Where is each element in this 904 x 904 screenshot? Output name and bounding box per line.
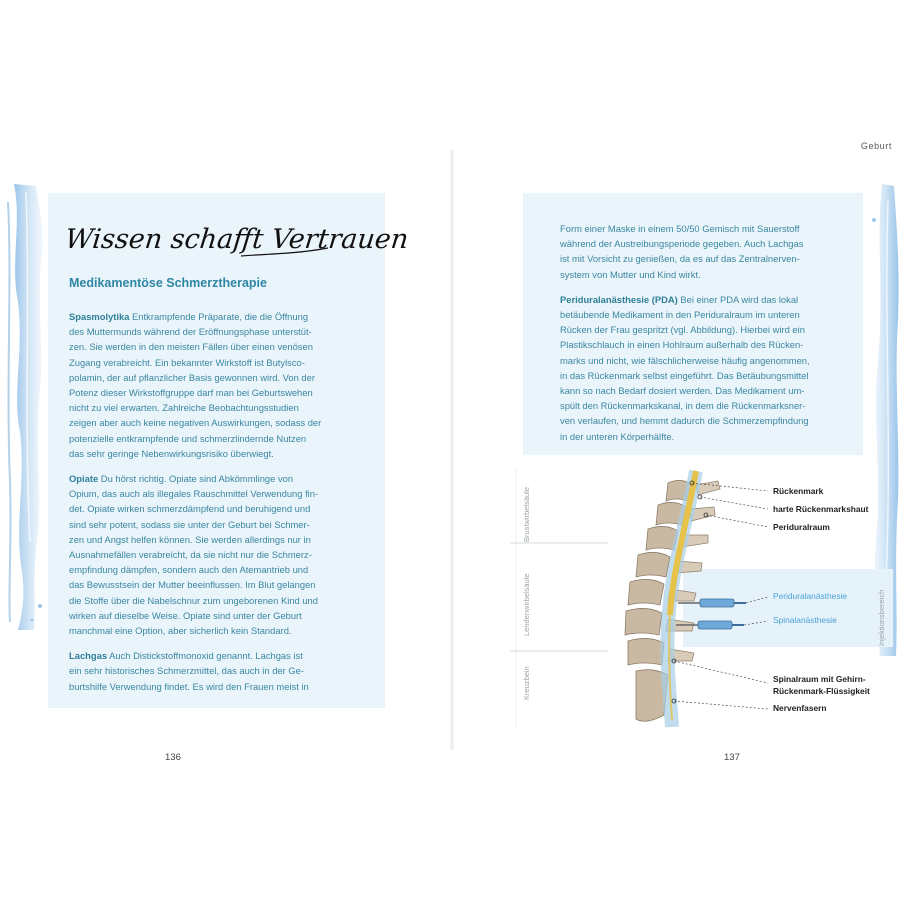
watercolor-edge-left (4, 182, 48, 632)
text-line: polamin, der auf pflanzlicher Basis gewonnen wird. Von der (69, 371, 315, 383)
handwritten-title-drawing (63, 214, 410, 262)
text-line: ist mit Vorsicht zu genießen, da es auf das Zentralnerven- (560, 253, 800, 265)
region-label-thoracic: Brustwirbelsäule (522, 486, 531, 542)
left-paragraph (69, 648, 365, 694)
paragraph-term: Opiate (69, 473, 99, 485)
text-line: Rücken der Frau gespritzt (vgl. Abbildung). Hierbei wird ein (560, 324, 805, 336)
page-number-right: 137 (724, 752, 740, 763)
label-dura-mater: harte Rückenmarkshaut (773, 504, 869, 514)
text-line: Spasmolytika Entkrampfende Präparate, die die Öffnung (69, 311, 309, 322)
label-epidural-anesthesia: Periduralanästhesie (773, 591, 848, 601)
text-line: in der unteren Körperhälfte. (560, 430, 675, 442)
text-line: Form einer Maske in einem 50/50 Gemisch mit Sauerstoff (560, 223, 800, 234)
section-heading: Medikamentöse Schmerztherapie (69, 276, 267, 290)
text-line: während der Austreibungsperiode gegeben. Auch Lachgas (560, 238, 804, 250)
text-line: Zugang verabreicht. Ein bekannter Wirkstoff ist Butylsco- (69, 356, 305, 368)
paragraph-term: Periduralanästhesie (PDA) (560, 293, 678, 305)
region-label-injection-zone: Injektionsbereich (877, 589, 886, 646)
label-subarachnoid-space-1: Spinalraum mit Gehirn- (773, 674, 866, 684)
text-line: ven verlaufen, und hemmt dadurch die Schmerzempfindung (560, 415, 809, 427)
text-line: Lachgas Auch Distickstoffmonoxid genannt. Lachgas ist (69, 650, 303, 662)
text-line: das sehr geringe Nebenwirkungsrisiko überwiegt. (69, 447, 274, 459)
text-line: marks und nicht, wie fälschlicherweise häufig angenommen, (560, 354, 810, 366)
paragraph-term: Lachgas (69, 650, 108, 662)
book-gutter (450, 150, 454, 750)
text-line: die Stoffe über die Nabelschnur zum ungeborenen Kind und (69, 594, 318, 606)
right-paragraph (560, 221, 846, 282)
text-line: kann so nach Bedarf dosiert werden. Das Medikament um- (560, 385, 805, 397)
label-nerve-fibers: Nervenfasern (773, 703, 827, 713)
text-line: zeigen aber auch keine negativen Auswirkungen, sodass der (69, 417, 322, 429)
right-column-text (560, 221, 846, 454)
left-column-text (69, 309, 365, 704)
region-label-lumbar: Lendenwirbelsäule (522, 573, 531, 636)
text-line: Ausnahmefällen verabreicht, da sie nicht nur die Schmerz- (69, 549, 312, 561)
text-line: Periduralanästhesie (PDA) Bei einer PDA wird das lokal (560, 293, 799, 305)
text-line: sind sehr potent, sodass sie unter der Geburt bei Schmer- (69, 518, 310, 530)
label-subarachnoid-space-2: Rückenmark-Flüssigkeit (773, 686, 870, 696)
text-line: zen und Angst helfen können. Sie werden allerdings nur in (69, 533, 311, 545)
left-paragraph (69, 471, 365, 638)
text-line: Opium, das auch als illegales Rauschmittel Verwendung fin- (69, 488, 319, 500)
text-line: das Bewusstsein der Mutter beeinflussen. Im Blut gelangen (69, 579, 316, 591)
text-line: des Muttermunds während der Eröffnungsphase unterstüt- (69, 326, 312, 338)
text-line: spült den Rückenmarkskanal, in dem die Rückenmarksner- (560, 400, 806, 412)
text-line: Potenz dieser Wirkstoffgruppe darf man bei Geburtswehen (69, 387, 313, 399)
text-line: betäubende Medikament in den Periduralraum im unteren (560, 309, 800, 321)
running-head: Geburt (860, 141, 892, 151)
handwritten-title (63, 214, 410, 262)
text-line: det. Opiate wirken schmerzdämpfend und beruhigend und (69, 503, 311, 515)
region-label-sacrum: Kreuzbein (522, 666, 531, 700)
text-line: nicht zu viel erwarten. Zahlreiche Beobachtungsstudien (69, 402, 299, 414)
text-line: system von Mutter und Kind wirkt. (560, 268, 701, 280)
right-paragraph (560, 292, 846, 444)
text-line: Plastikschlauch in einen Hohlraum außerhalb des Rücken- (560, 339, 804, 351)
text-line: potenzielle entkrampfende und schmerzlindernde Nutzen (69, 432, 307, 444)
text-line: wirken auf dieselbe Weise. Opiate sind unter der Geburt (69, 609, 302, 621)
label-spinal-cord: Rückenmark (773, 486, 824, 496)
text-line: zen. Sie werden in den meisten Fällen über einen venösen (69, 341, 313, 353)
text-line: ein sehr historisches Schmerzmittel, das auch in der Ge- (69, 665, 304, 677)
handwritten-title-text: Wissen schafft Vertrauen (63, 224, 410, 255)
text-line: burtshilfe Verwendung findet. Es wird den Frauen meist in (69, 680, 309, 692)
text-line: in das Rückenmark selbst eingeführt. Das Betäubungsmittel (560, 369, 809, 381)
text-line: empfindung dämpfen, sondern auch den Atemantrieb und (69, 564, 309, 576)
page-number-left: 136 (165, 752, 181, 763)
paragraph-term: Spasmolytika (69, 311, 130, 322)
text-line: Opiate Du hörst richtig. Opiate sind Abkömmlinge von (69, 473, 294, 485)
text-line: manchmal eine Option, aber sicherlich kein Standard. (69, 625, 292, 637)
label-epidural-space: Periduralraum (773, 522, 830, 532)
left-paragraph (69, 309, 365, 461)
label-spinal-anesthesia: Spinalanästhesie (773, 615, 837, 625)
